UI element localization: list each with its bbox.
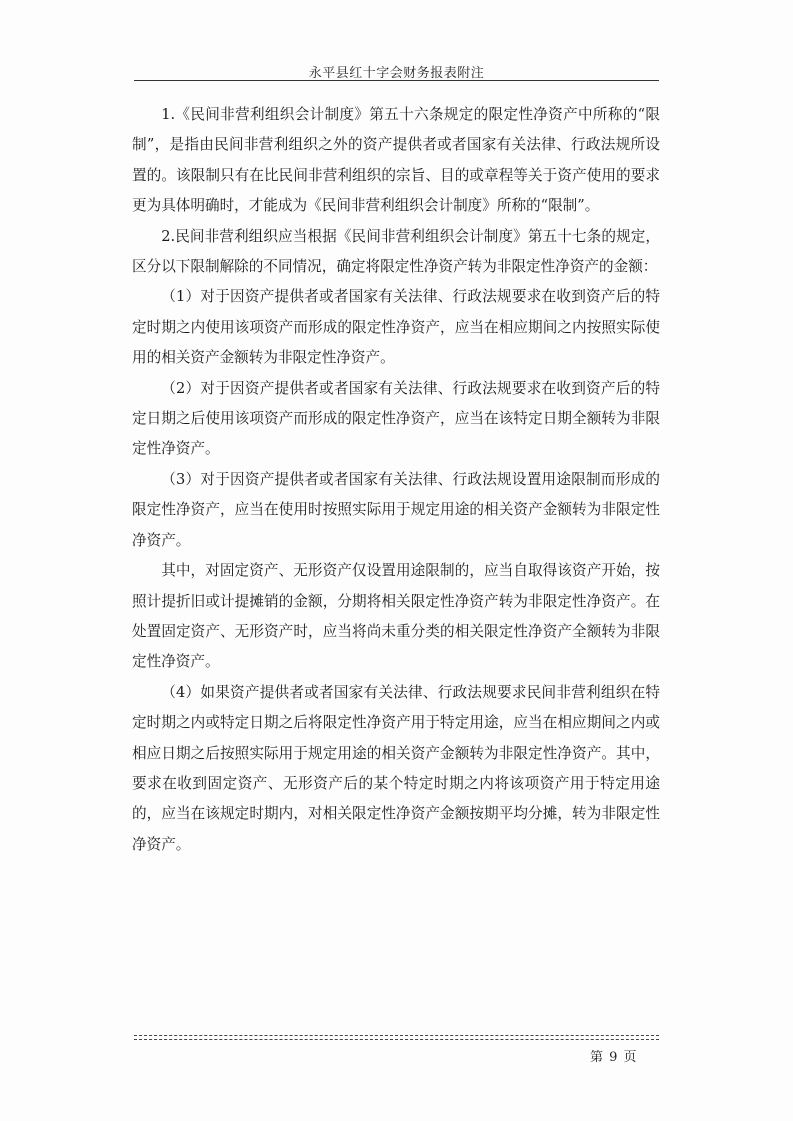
- footer-divider-bottom: [134, 1039, 659, 1040]
- paragraph-1: 1.《民间非营利组织会计制度》第五十六条规定的限定性净资产中所称的“限制”，是指由民间非营利组织之外的资产提供者或者国家有关法律、行政法规所设置的。该限制只有在比民间非营利组织的宗旨、目的或章程等关于资产使用的要求更为具体明确时，才能成为《民间非营利组织会计制度》所称的“限制”。: [132, 106, 660, 215]
- header-divider: [134, 80, 659, 81]
- paragraph-5: （3）对于因资产提供者或者国家有关法律、行政法规设置用途限制而形成的限定性净资产，应当在使用时按照实际用于规定用途的相关资产金额转为非限定性净资产。: [132, 470, 660, 549]
- paragraph-2: 2.民间非营利组织应当根据《民间非营利组织会计制度》第五十七条的规定，区分以下限制解除的不同情况，确定将限定性净资产转为非限定性净资产的金额：: [132, 227, 660, 276]
- document-body: [132, 100, 660, 860]
- header-title: 永平县红十字会财务报表附注: [308, 66, 485, 81]
- paragraph-6: 其中，对固定资产、无形资产仅设置用途限制的，应当自取得该资产开始，按照计提折旧或计提摊销的金额，分期将相关限定性净资产转为非限定性净资产。在处置固定资产、无形资产时，应当将尚未重分类的相关限定性净资产全额转为非限定性净资产。: [132, 562, 660, 671]
- page-number: 第 9 页: [590, 1050, 638, 1065]
- paragraph-7: （4）如果资产提供者或者国家有关法律、行政法规要求民间非营利组织在特定时期之内或特定日期之后将限定性净资产用于特定用途，应当在相应期间之内或相应日期之后按照实际用于规定用途的相关资产金额转为非限定性净资产。其中，要求在收到固定资产、无形资产后的某个特定时期之内将该项资产用于特定用途的，应当在该规定时期内，对相关限定性净资产金额按期平均分摊，转为非限定性净资产。: [132, 683, 660, 853]
- paragraph-4: （2）对于因资产提供者或者国家有关法律、行政法规要求在收到资产后的特定日期之后使用该项资产而形成的限定性净资产，应当在该特定日期全额转为非限定性净资产。: [132, 379, 660, 458]
- footer-divider-top: [134, 1035, 659, 1036]
- paragraph-3: （1）对于因资产提供者或者国家有关法律、行政法规要求在收到资产后的特定时期之内使用该项资产而形成的限定性净资产，应当在相应期间之内按照实际使用的相关资产金额转为非限定性净资产。: [132, 288, 660, 367]
